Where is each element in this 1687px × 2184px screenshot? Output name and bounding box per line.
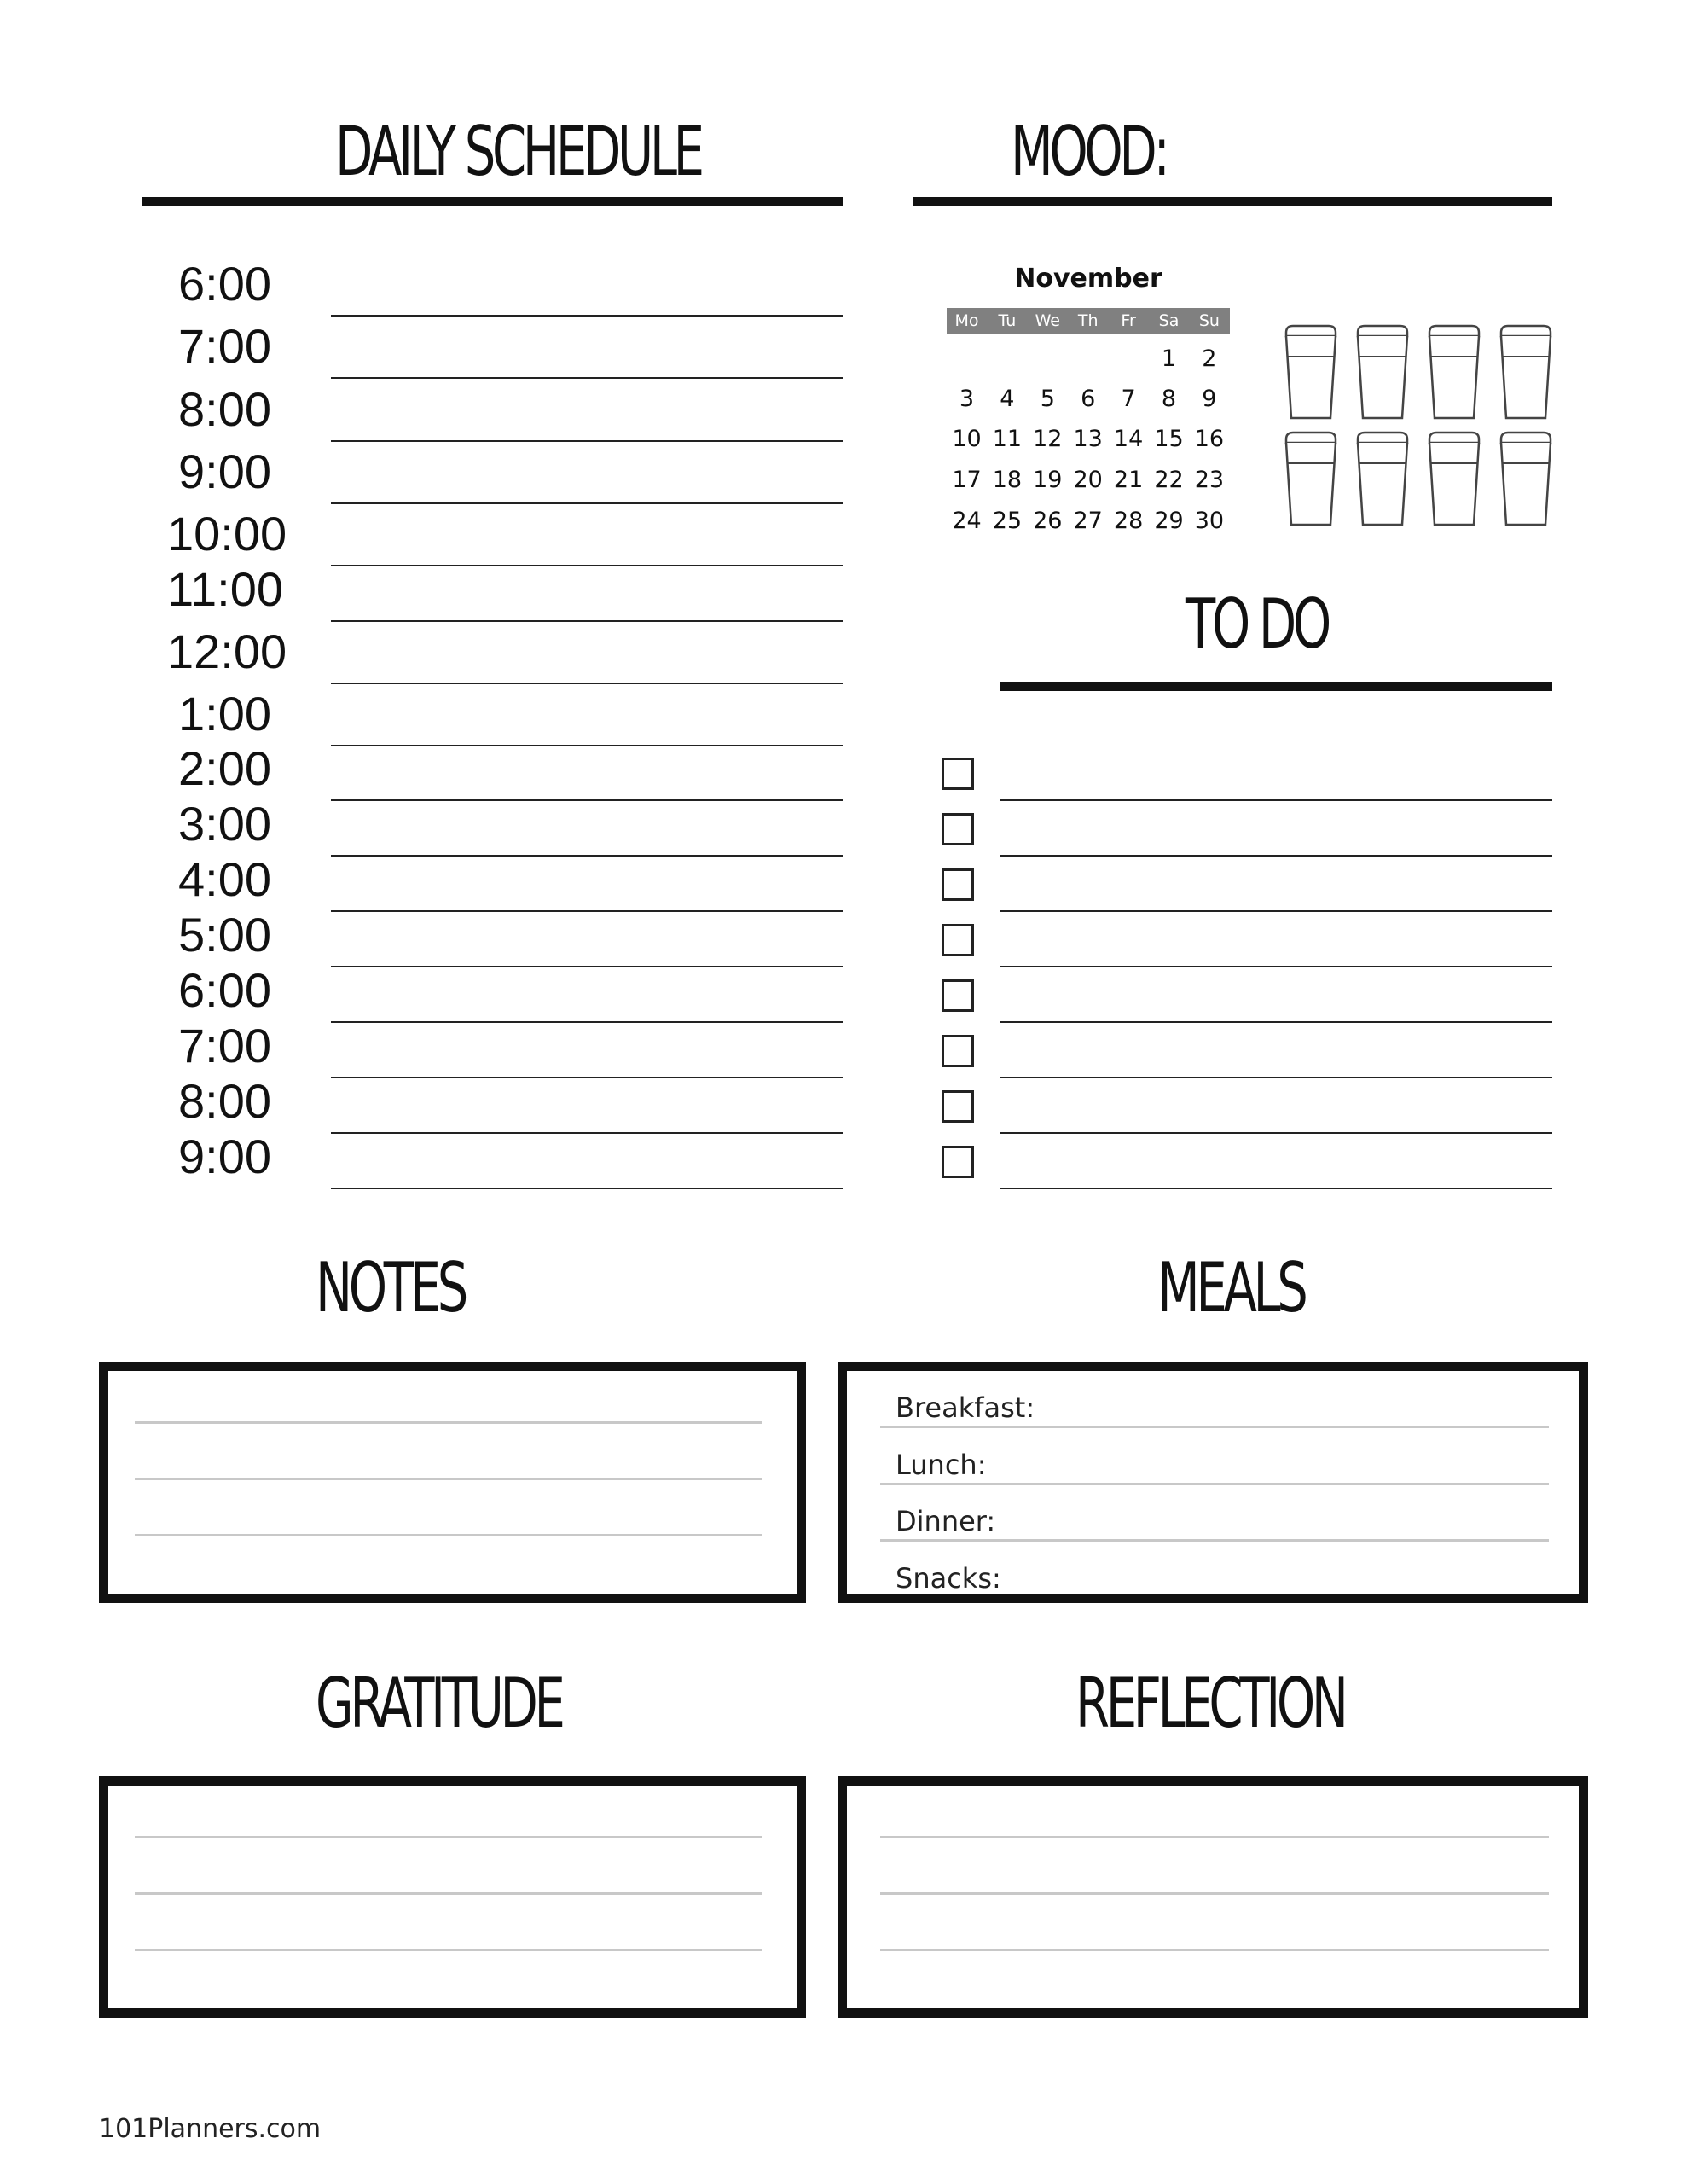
reflection-line <box>880 1892 1549 1895</box>
schedule-line[interactable] <box>331 315 844 317</box>
checkbox-icon[interactable] <box>942 1090 974 1123</box>
calendar-weekday: Sa <box>1158 311 1180 330</box>
calendar-day[interactable]: 10 <box>952 426 982 452</box>
calendar-day[interactable]: 6 <box>1081 386 1096 412</box>
calendar-day[interactable]: 20 <box>1073 467 1103 493</box>
schedule-line[interactable] <box>331 1021 844 1023</box>
schedule-time: 4:00 <box>178 852 271 906</box>
todo-line[interactable] <box>1000 1021 1552 1023</box>
schedule-line[interactable] <box>331 565 844 566</box>
gratitude-line <box>135 1836 762 1838</box>
calendar-day[interactable]: 3 <box>959 386 975 412</box>
schedule-time: 9:00 <box>178 444 271 498</box>
schedule-line[interactable] <box>331 1077 844 1078</box>
water-glass-icon[interactable] <box>1286 326 1336 418</box>
water-glass-icon[interactable] <box>1501 433 1551 525</box>
calendar-weekday: Th <box>1077 311 1099 330</box>
schedule-line[interactable] <box>331 910 844 912</box>
calendar-weekday: Mo <box>954 311 979 330</box>
calendar-day[interactable]: 30 <box>1194 508 1225 534</box>
calendar-day[interactable]: 27 <box>1073 508 1103 534</box>
notes-line <box>135 1421 762 1424</box>
water-tracker <box>1284 324 1574 537</box>
notes-box[interactable] <box>99 1362 806 1603</box>
calendar-day[interactable]: 13 <box>1073 426 1103 452</box>
calendar-day[interactable]: 9 <box>1202 386 1217 412</box>
calendar-weekday: Tu <box>998 311 1017 330</box>
reflection-title: REFLECTION <box>1075 1664 1345 1743</box>
schedule-line[interactable] <box>331 1132 844 1134</box>
meals-title: MEALS <box>1157 1248 1305 1327</box>
checkbox-icon[interactable] <box>942 1035 974 1067</box>
calendar-day[interactable]: 26 <box>1033 508 1063 534</box>
brand-footer: 101Planners.com <box>99 2114 322 2144</box>
schedule-time: 11:00 <box>167 562 283 616</box>
todo-line[interactable] <box>1000 966 1552 967</box>
checkbox-icon[interactable] <box>942 1146 974 1178</box>
schedule-time: 3:00 <box>178 797 271 851</box>
lunch-label: Lunch: <box>896 1449 987 1481</box>
dinner-label: Dinner: <box>896 1505 996 1537</box>
calendar-day[interactable]: 4 <box>1000 386 1015 412</box>
gratitude-title: GRATITUDE <box>316 1664 562 1743</box>
schedule-time: 6:00 <box>178 257 271 311</box>
checkbox-icon[interactable] <box>942 924 974 956</box>
todo-line[interactable] <box>1000 1132 1552 1134</box>
schedule-time: 12:00 <box>167 624 287 678</box>
lunch-line[interactable] <box>880 1483 1549 1485</box>
schedule-time: 7:00 <box>178 1019 271 1072</box>
schedule-line[interactable] <box>331 502 844 504</box>
calendar-weekday: Su <box>1198 311 1220 330</box>
mood-title: MOOD: <box>1011 112 1167 191</box>
calendar-day[interactable]: 24 <box>952 508 982 534</box>
reflection-box[interactable] <box>838 1776 1588 2018</box>
notes-line <box>135 1534 762 1536</box>
notes-title: NOTES <box>316 1248 465 1327</box>
schedule-line[interactable] <box>331 745 844 746</box>
schedule-line[interactable] <box>331 440 844 442</box>
water-glass-icon[interactable] <box>1358 326 1407 418</box>
todo-line[interactable] <box>1000 1077 1552 1078</box>
checkbox-icon[interactable] <box>942 979 974 1012</box>
calendar-day[interactable]: 5 <box>1040 386 1055 412</box>
dinner-line[interactable] <box>880 1539 1549 1542</box>
calendar-day[interactable]: 21 <box>1113 467 1144 493</box>
schedule-line[interactable] <box>331 620 844 622</box>
todo-line[interactable] <box>1000 1188 1552 1189</box>
calendar-day[interactable]: 8 <box>1161 386 1177 412</box>
schedule-line[interactable] <box>331 855 844 857</box>
schedule-time: 1:00 <box>178 687 271 741</box>
todo-line[interactable] <box>1000 910 1552 912</box>
calendar-day[interactable]: 22 <box>1154 467 1184 493</box>
schedule-line[interactable] <box>331 377 844 379</box>
calendar-day[interactable]: 25 <box>992 508 1023 534</box>
breakfast-line[interactable] <box>880 1426 1549 1428</box>
calendar-day[interactable]: 17 <box>952 467 982 493</box>
calendar-day[interactable]: 11 <box>992 426 1023 452</box>
gratitude-line <box>135 1949 762 1951</box>
gratitude-line <box>135 1892 762 1895</box>
mood-rule <box>913 197 1552 206</box>
calendar-day[interactable]: 16 <box>1194 426 1225 452</box>
checkbox-icon[interactable] <box>942 758 974 790</box>
daily-schedule-title: DAILY SCHEDULE <box>335 112 701 191</box>
calendar-day[interactable]: 29 <box>1154 508 1184 534</box>
calendar-day[interactable]: 7 <box>1121 386 1136 412</box>
checkbox-icon[interactable] <box>942 813 974 845</box>
schedule-time: 7:00 <box>178 319 271 373</box>
calendar-day[interactable]: 14 <box>1113 426 1144 452</box>
schedule-time: 8:00 <box>178 1074 271 1128</box>
schedule-time: 6:00 <box>178 963 271 1017</box>
todo-title: TO DO <box>1186 584 1328 664</box>
calendar-day[interactable]: 1 <box>1161 346 1177 372</box>
schedule-line[interactable] <box>331 682 844 684</box>
schedule-line[interactable] <box>331 966 844 967</box>
todo-line[interactable] <box>1000 799 1552 801</box>
calendar-weekday: We <box>1035 311 1060 330</box>
schedule-line[interactable] <box>331 1188 844 1189</box>
breakfast-label: Breakfast: <box>896 1391 1035 1424</box>
water-glass-icon[interactable] <box>1429 326 1479 418</box>
reflection-line <box>880 1949 1549 1951</box>
calendar-day[interactable]: 23 <box>1194 467 1225 493</box>
todo-line[interactable] <box>1000 855 1552 857</box>
schedule-time: 9:00 <box>178 1130 271 1183</box>
calendar-weekday: Fr <box>1121 311 1136 330</box>
schedule-time: 5:00 <box>178 908 271 961</box>
schedule-time: 8:00 <box>178 382 271 436</box>
reflection-line <box>880 1836 1549 1838</box>
daily-schedule-rule <box>142 197 844 206</box>
calendar-month: November <box>1014 264 1162 293</box>
water-glass-icon[interactable] <box>1286 433 1336 525</box>
schedule-line[interactable] <box>331 799 844 801</box>
todo-rule <box>1000 682 1552 691</box>
calendar-day[interactable]: 2 <box>1202 346 1217 372</box>
gratitude-box[interactable] <box>99 1776 806 2018</box>
schedule-time: 10:00 <box>167 507 287 561</box>
calendar-day[interactable]: 12 <box>1033 426 1063 452</box>
notes-line <box>135 1478 762 1480</box>
calendar-day[interactable]: 19 <box>1033 467 1063 493</box>
checkbox-icon[interactable] <box>942 868 974 901</box>
snacks-label: Snacks: <box>896 1562 1001 1594</box>
water-glass-icon[interactable] <box>1429 433 1479 525</box>
calendar-day[interactable]: 28 <box>1113 508 1144 534</box>
water-glass-icon[interactable] <box>1501 326 1551 418</box>
schedule-time: 2:00 <box>178 741 271 795</box>
calendar-day[interactable]: 18 <box>992 467 1023 493</box>
calendar-day[interactable]: 15 <box>1154 426 1184 452</box>
water-glass-icon[interactable] <box>1358 433 1407 525</box>
